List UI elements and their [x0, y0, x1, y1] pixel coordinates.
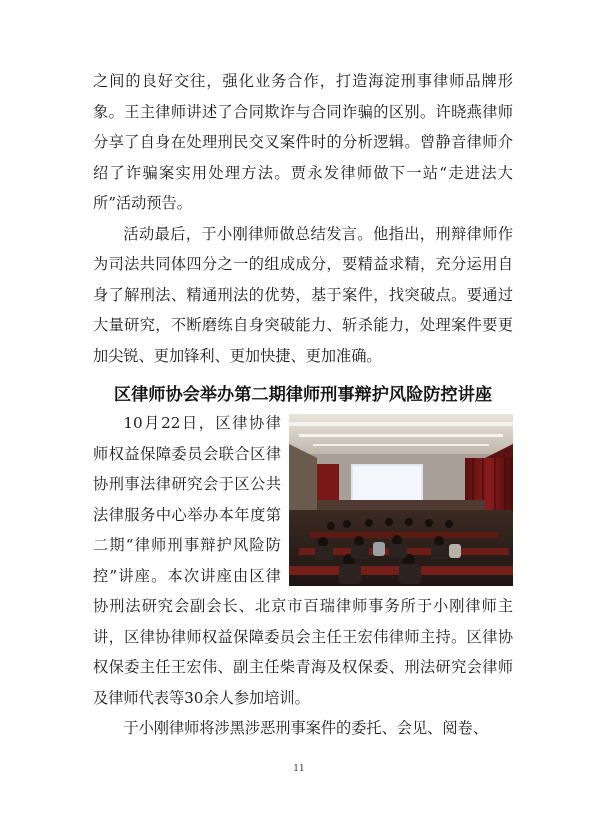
lecture-hall-image — [289, 414, 513, 586]
paragraph-summary: 活动最后，于小刚律师做总结发言。他指出，刑辩律师作为司法共同体四分之一的组成成分，要精益求精，充分运用自身了解刑法、精通刑法的优势，基于案件，找突破点。要通过大量研究，不断磨练自身突破能力、斩杀能力，处理案件要更加尖锐、更加锋利、更加快捷、更加准确。 — [93, 224, 513, 365]
paragraph-lecture-content: 于小刚律师将涉黑涉恶刑事案件的委托、会见、阅卷、 — [123, 719, 488, 737]
paragraph-continuation: 之间的良好交往，强化业务合作，打造海淀刑事律师品牌形象。王主律师讲述了合同欺诈与合同诈骗的区别。许晓燕律师分享了自身在处理刑民交叉案件时的分析逻辑。曾静音律师介绍了诈骗案实用处理方法。贾永发律师做下一站“走进法大所”活动预告。 — [93, 72, 513, 212]
top-text-block — [93, 66, 513, 371]
page-number: 11 — [293, 764, 305, 774]
section-title: 区律师协会举办第二期律师刑事辩护风险防控讲座 — [113, 385, 493, 405]
paragraph-lecture-intro: 10月22日，区律协律师权益保障委员会联合区律协刑事法律研究会于区公共法律服务中心举办本年度第二期“律师刑事辩护风险防控”讲座。本次讲座由区律协刑法研究会副会长、北京市百瑞律师事务所于小刚律师主讲，区律协律师权益保障委员会主任王宏伟律师主持。区律协权保委主任王宏伟、副主任柴青海及权保委、刑法研究会律师及律师代表等30余人参加培训。 — [93, 414, 513, 707]
section-text-block — [93, 408, 513, 744]
lecture-photo — [289, 414, 513, 586]
